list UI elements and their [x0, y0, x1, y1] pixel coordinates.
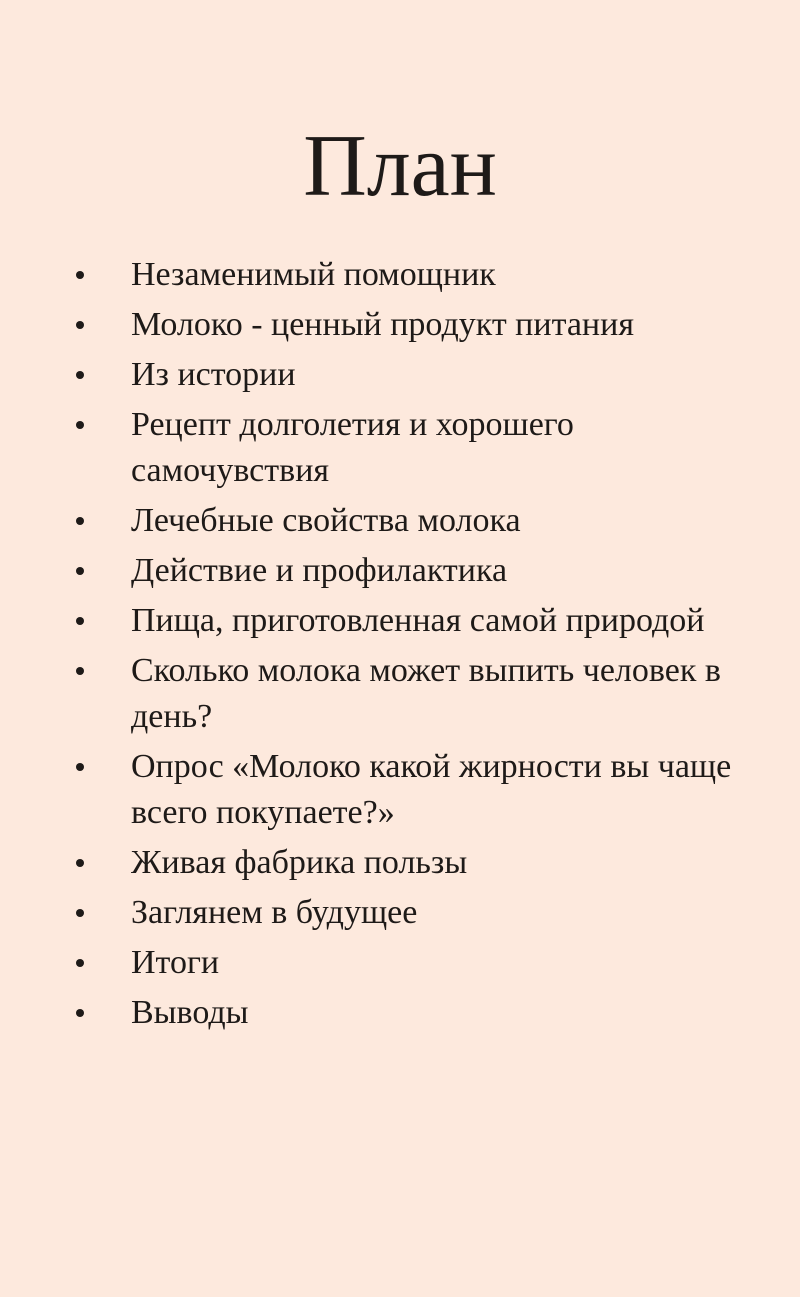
plan-item	[0, 548, 800, 594]
plan-item-text: Заглянем в будущее	[131, 894, 418, 931]
plan-item	[0, 252, 800, 298]
plan-item-text: Итоги	[131, 944, 220, 981]
bullet-icon	[76, 1009, 84, 1017]
plan-item-text: Молоко - ценный продукт питания	[131, 306, 634, 343]
plan-item-text: Рецепт долголетия и хорошего самочувствия	[131, 406, 574, 489]
bullet-icon	[76, 321, 84, 329]
plan-item	[0, 352, 800, 398]
plan-item-text: Сколько молока может выпить человек в день?	[131, 652, 721, 735]
bullet-icon	[76, 667, 84, 675]
plan-item-text: Опрос «Молоко какой жирности вы чаще всего покупаете?»	[131, 748, 732, 831]
plan-item-text: Незаменимый помощник	[131, 256, 496, 293]
plan-item-text: Живая фабрика пользы	[131, 844, 468, 881]
bullet-icon	[76, 371, 84, 379]
bullet-icon	[76, 271, 84, 279]
slide-title: План	[303, 118, 497, 215]
plan-item-text: Пища, приготовленная самой природой	[131, 602, 705, 639]
plan-item	[0, 302, 800, 348]
plan-list	[0, 252, 800, 1040]
plan-item	[0, 744, 800, 836]
bullet-icon	[76, 517, 84, 525]
plan-item-text: Лечебные свойства молока	[131, 502, 521, 539]
bullet-icon	[76, 617, 84, 625]
bullet-icon	[76, 763, 84, 771]
bullet-icon	[76, 421, 84, 429]
plan-item	[0, 402, 800, 494]
bullet-icon	[76, 567, 84, 575]
plan-item	[0, 890, 800, 936]
bullet-icon	[76, 959, 84, 967]
plan-item-text: Действие и профилактика	[131, 552, 508, 589]
bullet-icon	[76, 909, 84, 917]
plan-item	[0, 940, 800, 986]
plan-item	[0, 598, 800, 644]
plan-item	[0, 840, 800, 886]
bullet-icon	[76, 859, 84, 867]
plan-item	[0, 648, 800, 740]
plan-item-text: Из истории	[131, 356, 296, 393]
plan-item-text: Выводы	[131, 994, 249, 1031]
plan-item	[0, 990, 800, 1036]
plan-item	[0, 498, 800, 544]
